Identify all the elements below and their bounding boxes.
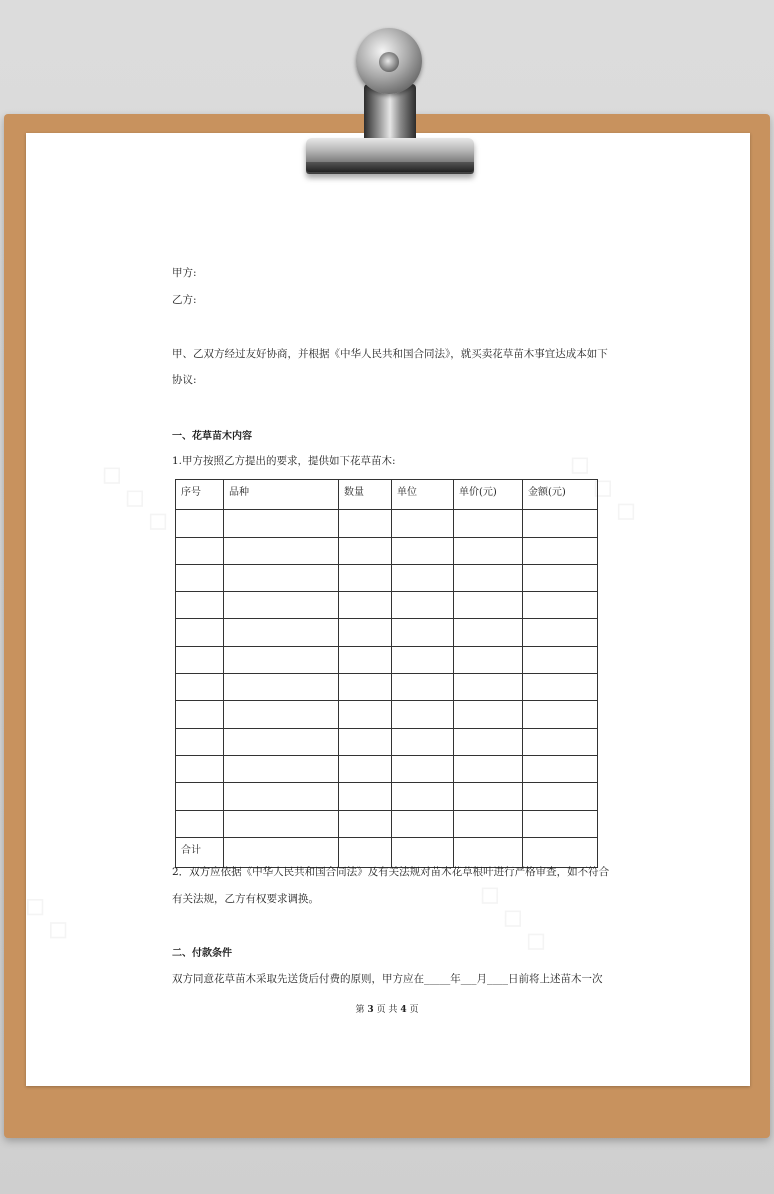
table-cell [339, 619, 392, 646]
table-row [176, 646, 598, 673]
table-cell [392, 674, 454, 701]
table-cell [454, 564, 523, 591]
watermark: ◇ ◇ ◇ [92, 453, 180, 542]
table-cell [523, 646, 598, 673]
table-cell [339, 783, 392, 810]
table-cell [454, 510, 523, 537]
table-cell [176, 810, 224, 837]
table-cell [392, 592, 454, 619]
footer-prefix: 第 [355, 1005, 365, 1015]
table-cell [392, 646, 454, 673]
table-cell [454, 755, 523, 782]
col-header-variety: 品种 [224, 480, 339, 510]
table-cell [523, 619, 598, 646]
table-cell [224, 728, 339, 755]
table-cell [454, 728, 523, 755]
table-cell [454, 537, 523, 564]
table-row [176, 592, 598, 619]
table-cell [523, 510, 598, 537]
table-cell [339, 537, 392, 564]
table-row [176, 537, 598, 564]
table-cell [454, 701, 523, 728]
table-cell [339, 564, 392, 591]
table-cell [176, 728, 224, 755]
table-cell [392, 564, 454, 591]
table-cell [523, 755, 598, 782]
table-cell [224, 537, 339, 564]
table-cell [454, 810, 523, 837]
total-label: 合计 [176, 837, 224, 867]
table-cell [176, 564, 224, 591]
table-row [176, 674, 598, 701]
table-cell [339, 755, 392, 782]
table-cell [392, 537, 454, 564]
page-footer [0, 1002, 774, 1015]
party-a-label: 甲方: [172, 267, 197, 279]
table-row [176, 701, 598, 728]
table-header-row [176, 480, 598, 510]
col-header-index: 序号 [176, 480, 224, 510]
table-cell [339, 510, 392, 537]
table-cell [176, 701, 224, 728]
table-cell [454, 674, 523, 701]
table-cell [523, 810, 598, 837]
footer-total-pages: 4 [400, 1005, 407, 1015]
table-cell [339, 701, 392, 728]
table-cell [224, 619, 339, 646]
table-cell [339, 646, 392, 673]
table-cell [176, 510, 224, 537]
seedling-table [175, 479, 598, 868]
table-cell [392, 728, 454, 755]
table-cell [176, 783, 224, 810]
table-cell [523, 537, 598, 564]
col-header-unit-price: 单价(元) [454, 480, 523, 510]
footer-page-number: 3 [367, 1005, 374, 1015]
table-cell [339, 810, 392, 837]
table-cell [176, 674, 224, 701]
table-cell [176, 619, 224, 646]
section-2-title: 二、付款条件 [172, 948, 232, 959]
intro-line-1: 甲、乙双方经过友好协商，并根据《中华人民共和国合同法》，就买卖花草苗木事宜达成本如下 [172, 348, 608, 360]
table-cell [224, 510, 339, 537]
table-row [176, 755, 598, 782]
table-cell [523, 674, 598, 701]
section-2-line-1: 双方同意花草苗木采取先送货后付费的原则，甲方应在_____年___月____日前将上述苗木一次 [172, 973, 603, 985]
table-cell [392, 755, 454, 782]
table-cell [454, 592, 523, 619]
table-cell [224, 674, 339, 701]
table-cell [176, 592, 224, 619]
table-cell [224, 810, 339, 837]
footer-middle: 页 共 [376, 1005, 398, 1015]
col-header-amount: 金额(元) [523, 480, 598, 510]
table-cell [339, 592, 392, 619]
table-row [176, 728, 598, 755]
col-header-unit: 单位 [392, 480, 454, 510]
table-cell [392, 701, 454, 728]
table-row [176, 783, 598, 810]
table-cell [224, 564, 339, 591]
table-cell [224, 592, 339, 619]
table-cell [224, 783, 339, 810]
intro-line-2: 协议: [172, 374, 197, 386]
table-cell [176, 646, 224, 673]
table-cell [224, 755, 339, 782]
table-cell [339, 728, 392, 755]
table-row [176, 619, 598, 646]
table-cell [523, 564, 598, 591]
table-row [176, 510, 598, 537]
table-cell [523, 701, 598, 728]
clip-plate-edge [306, 162, 474, 172]
watermark: ◇ ◇ ◇ [470, 873, 558, 962]
table-cell [224, 701, 339, 728]
table-cell [339, 674, 392, 701]
section-1-item-2-line-2: 有关法规，乙方有权要求调换。 [172, 893, 319, 905]
table-cell [392, 810, 454, 837]
party-b-label: 乙方: [172, 294, 197, 306]
section-1-item-2-line-1: 2．双方应依据《中华人民共和国合同法》及有关法规对苗木花草根叶进行严格审查，如不符合 [172, 866, 610, 878]
table-row [176, 564, 598, 591]
table-cell [454, 783, 523, 810]
footer-suffix: 页 [409, 1005, 419, 1015]
section-1-title: 一、花草苗木内容 [172, 431, 252, 442]
table-cell [392, 783, 454, 810]
section-1-item-1: 1.甲方按照乙方提出的要求，提供如下花草苗木: [172, 455, 396, 467]
watermark: ◇ ◇ ◇ [560, 443, 648, 532]
clip-hole [379, 52, 399, 72]
table-cell [224, 646, 339, 673]
table-cell [523, 783, 598, 810]
watermark: ◇ ◇ [15, 885, 80, 950]
col-header-quantity: 数量 [339, 480, 392, 510]
table-cell [392, 619, 454, 646]
table-cell [392, 510, 454, 537]
table-cell [176, 755, 224, 782]
table-cell [454, 646, 523, 673]
table-cell [176, 537, 224, 564]
table-cell [454, 619, 523, 646]
table-row [176, 810, 598, 837]
table-cell [523, 592, 598, 619]
table-cell [523, 728, 598, 755]
